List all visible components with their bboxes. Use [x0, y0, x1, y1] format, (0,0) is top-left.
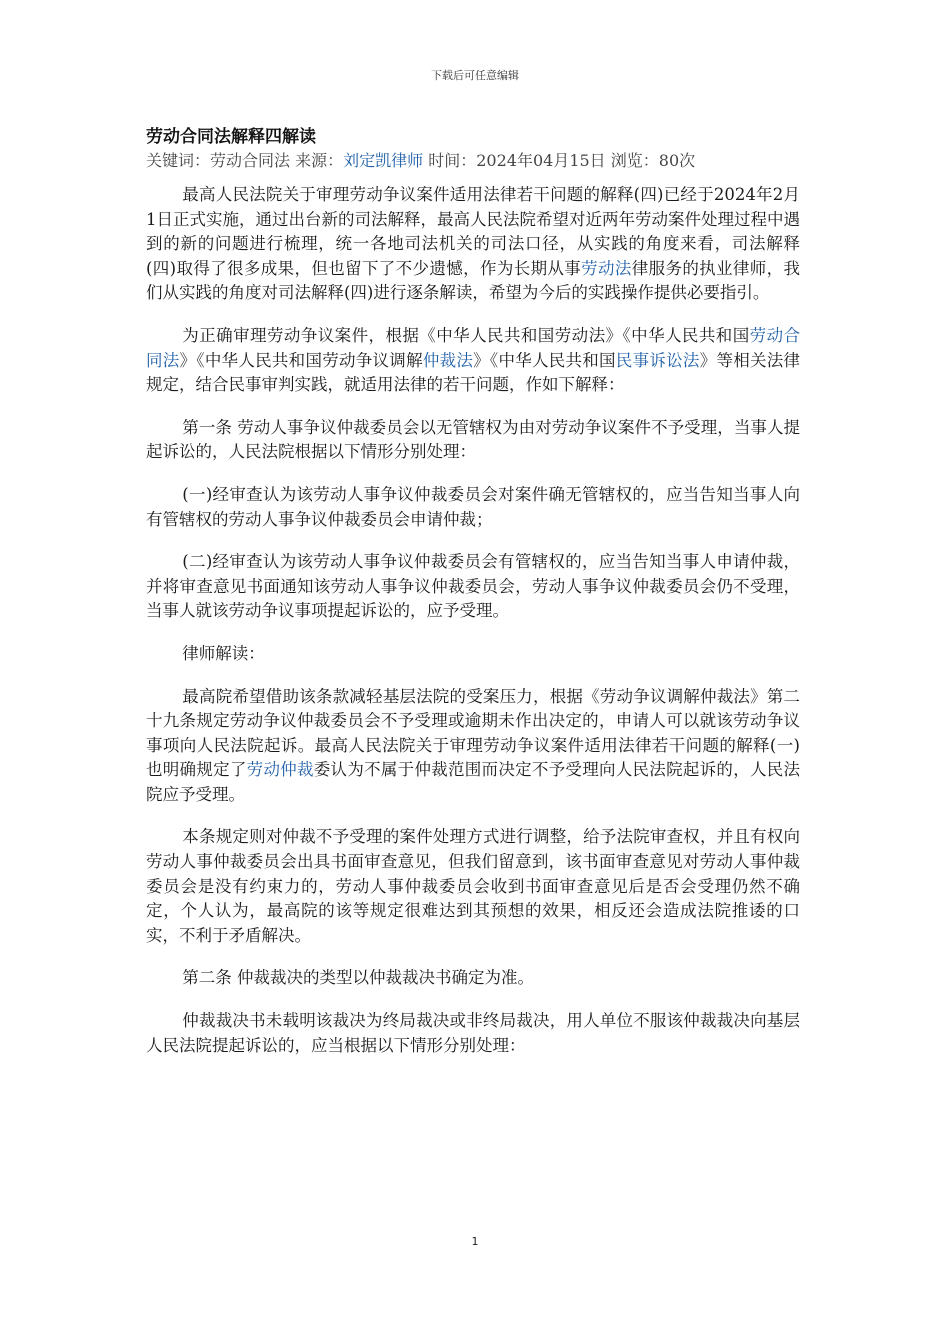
paragraph-article-1: 第一条 劳动人事争议仲裁委员会以无管辖权为由对劳动争议案件不予受理，当事人提起诉讼的，人民法院根据以下情形分别处理：	[146, 417, 800, 462]
paragraph-article-1-item-1: (一)经审查认为该劳动人事争议仲裁委员会对案件确无管辖权的，应当告知当事人向有管辖权的劳动人事争议仲裁委员会申请仲裁；	[146, 484, 800, 529]
article-title: 劳动合同法解释四解读	[146, 127, 316, 147]
text-span: 最高院希望借助该条款减轻基层法院的受案压力，根据《劳动争议调解仲裁法》第二十九条规定劳动争议仲裁委员会不予受理或逾期未作出决定的，申请人可以就该劳动争议事项向人民法院起诉。最高人民法院关于审理劳动争议案件适用法律若干问题的解释(一)也明确规定了	[146, 686, 800, 780]
link-labor-contract-law[interactable]: 劳动合同法	[146, 325, 801, 370]
source-link[interactable]: 刘定凯律师	[343, 151, 424, 170]
page-header: 下载后可任意编辑	[431, 69, 519, 82]
keywords-value: 劳动合同法	[210, 151, 291, 170]
paragraph-article-1-item-2: (二)经审查认为该劳动人事争议仲裁委员会有管辖权的，应当告知当事人申请仲裁，并将审查意见书面通知该劳动人事争议仲裁委员会，劳动人事争议仲裁委员会仍不受理，当事人就该劳动争议事项提起诉讼的，应予受理。	[146, 552, 800, 621]
paragraph-lawyer-commentary-heading: 律师解读：	[182, 643, 265, 663]
text-span: 》等相关法律规定，结合民事审判实践，就适用法律的若干问题，作如下解释：	[146, 350, 801, 395]
paragraph-commentary-2: 本条规定则对仲裁不予受理的案件处理方式进行调整，给予法院审查权，并且有权向劳动人事仲裁委员会出具书面审查意见，但我们留意到，该书面审查意见对劳动人事仲裁委员会是没有约束力的，劳动人事仲裁委员会收到书面审查意见后是否会受理仍然不确定，个人认为，最高院的该等规定很难达到其预想的效果，相反还会造成法院推诿的口实，不利于矛盾解决。	[146, 827, 800, 945]
paragraph-article-2: 第二条 仲裁裁决的类型以仲裁裁决书确定为准。	[182, 968, 535, 988]
link-arbitration-law[interactable]: 仲裁法	[422, 350, 474, 370]
time-value: 2024年04月15日	[476, 151, 606, 170]
link-labor-arbitration[interactable]: 劳动仲裁	[246, 760, 314, 780]
link-labor-law[interactable]: 劳动法	[581, 258, 632, 278]
text-span: 律服务的执业律师，我们从实践的角度对司法解释(四)进行逐条解读，希望为今后的实践操作提供必要指引。	[146, 258, 801, 303]
source-label: 来源：	[290, 151, 344, 170]
time-label: 时间：	[423, 151, 477, 170]
paragraph-commentary-1	[146, 685, 800, 808]
paragraph-basis	[146, 324, 800, 398]
article-meta	[146, 149, 800, 173]
views-label: 浏览：	[605, 151, 659, 170]
text-span: 》《中华人民共和国劳动争议调解	[179, 350, 423, 370]
text-span: 》《中华人民共和国	[473, 350, 616, 370]
page-number: 1	[471, 1235, 479, 1248]
keywords-label: 关键词：	[146, 151, 211, 170]
views-value: 80次	[658, 151, 696, 170]
text-span: 委认为不属于仲裁范围而决定不予受理向人民法院起诉的，人民法院应予受理。	[146, 760, 801, 804]
link-civil-procedure-law[interactable]: 民事诉讼法	[615, 350, 700, 370]
paragraph-intro	[146, 183, 800, 306]
text-span: 最高人民法院关于审理劳动争议案件适用法律若干问题的解释(四)已经于2024年2月1日正式实施，通过出台新的司法解释，最高人民法院希望对近两年劳动案件处理过程中遇到的新的问题进行梳理，统一各地司法机关的司法口径，从实践的角度来看，司法解释(四)取得了很多成果，但也留下了不少遗憾，作为长期从事	[146, 185, 800, 278]
paragraph-article-2-detail: 仲裁裁决书未载明该裁决为终局裁决或非终局裁决，用人单位不服该仲裁裁决向基层人民法院提起诉讼的，应当根据以下情形分别处理：	[146, 1011, 800, 1055]
text-span: 为正确审理劳动争议案件，根据《中华人民共和国劳动法》《中华人民共和国	[182, 325, 750, 345]
article-body	[146, 125, 800, 1076]
